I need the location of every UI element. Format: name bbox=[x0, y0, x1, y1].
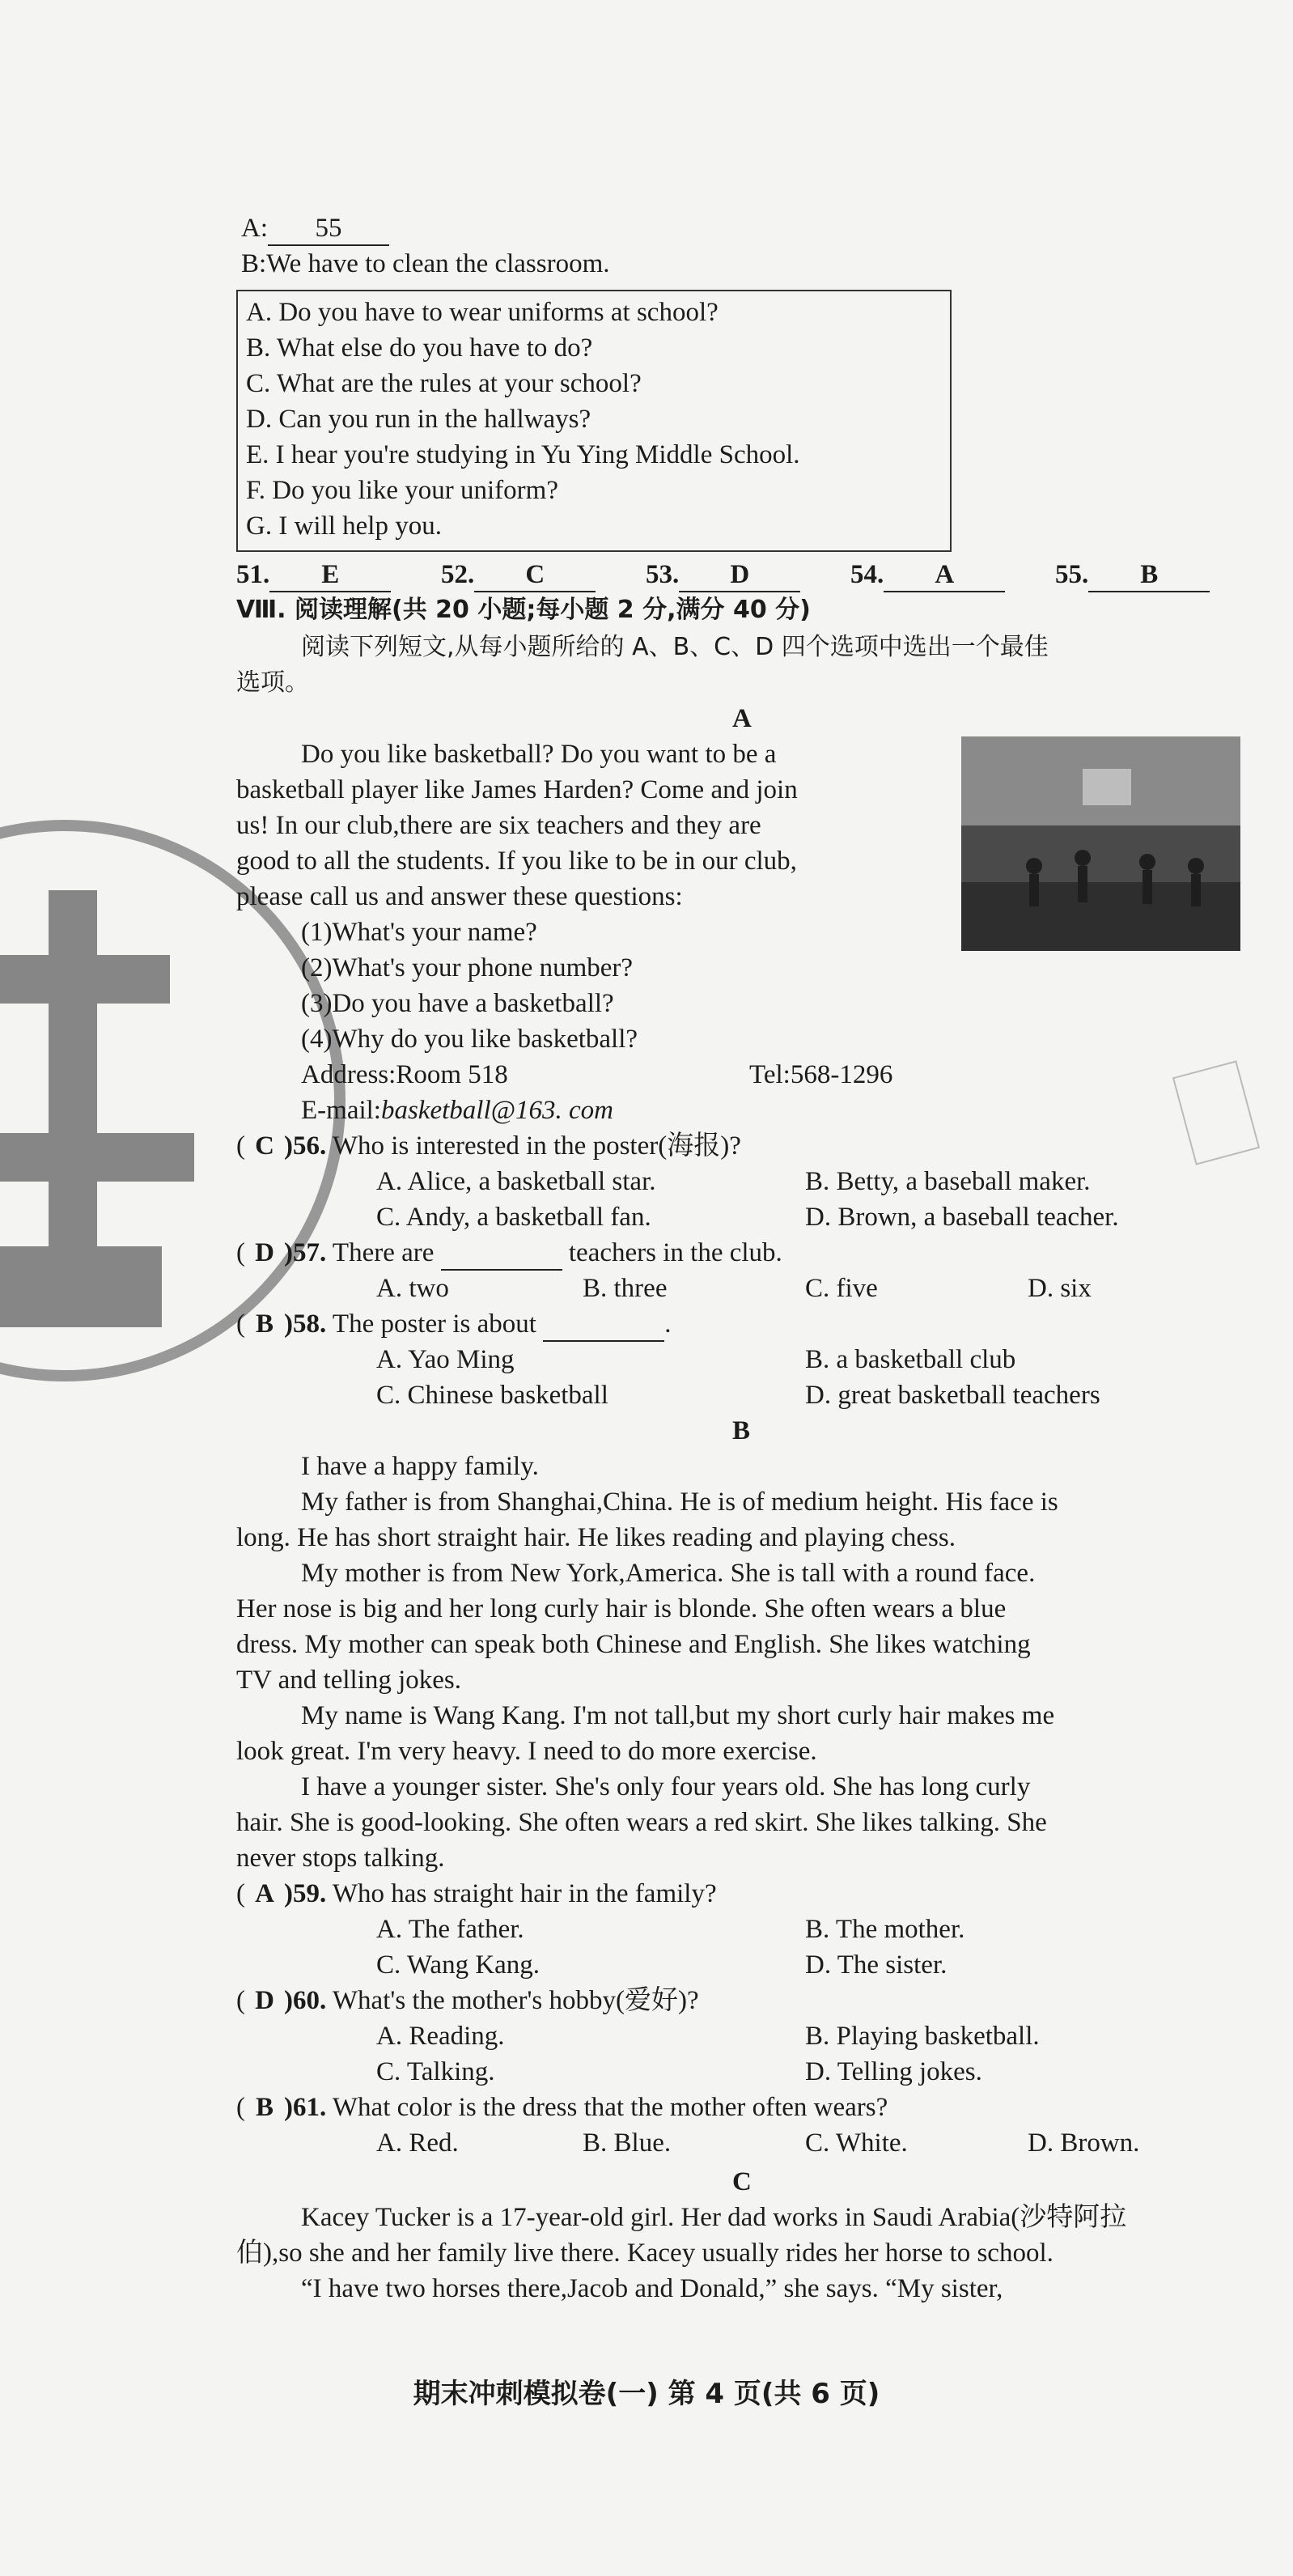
option: A. The father. bbox=[376, 1915, 524, 1944]
option: B. Playing basketball. bbox=[805, 2022, 1040, 2051]
passage-b-line: My father is from Shanghai,China. He is of medium height. His face is bbox=[301, 1487, 1058, 1517]
dialog-line-b: B:We have to clean the classroom. bbox=[241, 249, 610, 278]
option: B. Betty, a baseball maker. bbox=[805, 1167, 1091, 1196]
question-58: ( B )58. The poster is about . bbox=[236, 1308, 671, 1342]
option: A. Reading. bbox=[376, 2022, 505, 2051]
option: C. five bbox=[805, 1274, 878, 1303]
option: C. Andy, a basketball fan. bbox=[376, 1203, 651, 1232]
passage-a-line: please call us and answer these questions: bbox=[236, 882, 683, 911]
passage-a-question: (2)What's your phone number? bbox=[301, 953, 634, 982]
passage-a-question: (1)What's your name? bbox=[301, 918, 537, 947]
corner-watermark-icon bbox=[1172, 1052, 1261, 1173]
option: B. Blue. bbox=[583, 2128, 672, 2158]
passage-b-line: look great. I'm very heavy. I need to do more exercise. bbox=[236, 1737, 817, 1766]
section-instruction: 阅读下列短文,从每小题所给的 A、B、C、D 四个选项中选出一个最佳 bbox=[301, 633, 1049, 661]
option: C. Chinese basketball bbox=[376, 1381, 608, 1410]
option: C. Wang Kang. bbox=[376, 1950, 541, 1980]
option: D. Telling jokes. bbox=[805, 2057, 982, 2086]
option-a: A. Do you have to wear uniforms at school? bbox=[246, 298, 719, 327]
passage-a-line: basketball player like James Harden? Come and join bbox=[236, 775, 798, 804]
poster-address: Address:Room 518 bbox=[301, 1060, 508, 1089]
passage-a-question: (4)Why do you like basketball? bbox=[301, 1025, 638, 1054]
passage-b-line: My mother is from New York,America. She is tall with a round face. bbox=[301, 1559, 1036, 1588]
option: C. White. bbox=[805, 2128, 908, 2158]
passage-c-line: “I have two horses there,Jacob and Donald,” she says. “My sister, bbox=[301, 2274, 1003, 2303]
passage-b-line: TV and telling jokes. bbox=[236, 1666, 462, 1695]
passage-a-line: good to all the students. If you like to be in our club, bbox=[236, 847, 797, 876]
passage-a-question: (3)Do you have a basketball? bbox=[301, 989, 614, 1018]
option-f: F. Do you like your uniform? bbox=[246, 476, 558, 505]
poster-tel: Tel:568-1296 bbox=[749, 1060, 893, 1089]
option: D. Brown. bbox=[1028, 2128, 1140, 2158]
page-footer: 期末冲刺模拟卷(一) 第 4 页(共 6 页) bbox=[413, 2378, 880, 2410]
dialog-line-a: A: 55 bbox=[241, 212, 389, 246]
option-b: B. What else do you have to do? bbox=[246, 333, 593, 363]
passage-c-line: 伯),so she and her family live there. Kacey usually rides her horse to school. bbox=[236, 2239, 1053, 2268]
answer-54: 54. A bbox=[850, 558, 1005, 592]
poster-email: E-mail:basketball@163. com bbox=[301, 1096, 613, 1125]
question-60: ( D )60. What's the mother's hobby(爱好)? bbox=[236, 1986, 699, 2015]
passage-b-line: Her nose is big and her long curly hair is blonde. She often wears a blue bbox=[236, 1594, 1007, 1623]
option: D. Brown, a baseball teacher. bbox=[805, 1203, 1119, 1232]
option: B. The mother. bbox=[805, 1915, 965, 1944]
option: B. three bbox=[583, 1274, 668, 1303]
option: C. Talking. bbox=[376, 2057, 495, 2086]
section-instruction-cont: 选项。 bbox=[236, 668, 309, 697]
option: B. a basketball club bbox=[805, 1345, 1016, 1374]
section-heading: Ⅷ. 阅读理解(共 20 小题;每小题 2 分,满分 40 分) bbox=[236, 596, 811, 624]
answer-52: 52. C bbox=[441, 558, 596, 592]
passage-a-line: us! In our club,there are six teachers and they are bbox=[236, 811, 761, 840]
question-59: ( A )59. Who has straight hair in the family? bbox=[236, 1879, 717, 1908]
answer-51: 51. E bbox=[236, 558, 391, 592]
passage-b-line: I have a younger sister. She's only four years old. She has long curly bbox=[301, 1772, 1031, 1802]
question-57: ( D )57. There are teachers in the club. bbox=[236, 1237, 782, 1271]
basketball-photo bbox=[961, 736, 1240, 951]
option: A. Alice, a basketball star. bbox=[376, 1167, 656, 1196]
answer-53: 53. D bbox=[646, 558, 800, 592]
passage-a-title: A bbox=[732, 704, 752, 733]
passage-b-line: hair. She is good-looking. She often wears a red skirt. She likes talking. She bbox=[236, 1808, 1047, 1837]
answer-55: 55. B bbox=[1055, 558, 1210, 592]
option: A. Yao Ming bbox=[376, 1345, 515, 1374]
passage-c-line: Kacey Tucker is a 17-year-old girl. Her dad works in Saudi Arabia(沙特阿拉 bbox=[301, 2203, 1127, 2232]
option: D. great basketball teachers bbox=[805, 1381, 1100, 1410]
passage-b-line: never stops talking. bbox=[236, 1844, 445, 1873]
option: A. Red. bbox=[376, 2128, 459, 2158]
passage-b-line: dress. My mother can speak both Chinese and English. She likes watching bbox=[236, 1630, 1031, 1659]
option: D. The sister. bbox=[805, 1950, 947, 1980]
passage-c-title: C bbox=[732, 2167, 752, 2196]
question-56: ( C )56. Who is interested in the poster(海报)? bbox=[236, 1131, 741, 1161]
question-61: ( B )61. What color is the dress that the mother often wears? bbox=[236, 2093, 888, 2122]
option: D. six bbox=[1028, 1274, 1092, 1303]
passage-b-line: I have a happy family. bbox=[301, 1452, 539, 1481]
option-g: G. I will help you. bbox=[246, 511, 442, 541]
passage-b-line: My name is Wang Kang. I'm not tall,but my short curly hair makes me bbox=[301, 1701, 1055, 1730]
option-c: C. What are the rules at your school? bbox=[246, 369, 642, 398]
option-e: E. I hear you're studying in Yu Ying Middle School. bbox=[246, 440, 800, 469]
option: A. two bbox=[376, 1274, 449, 1303]
option-d: D. Can you run in the hallways? bbox=[246, 405, 591, 434]
passage-b-line: long. He has short straight hair. He likes reading and playing chess. bbox=[236, 1523, 956, 1552]
passage-a-line: Do you like basketball? Do you want to be a bbox=[301, 740, 777, 769]
passage-b-title: B bbox=[732, 1416, 751, 1445]
